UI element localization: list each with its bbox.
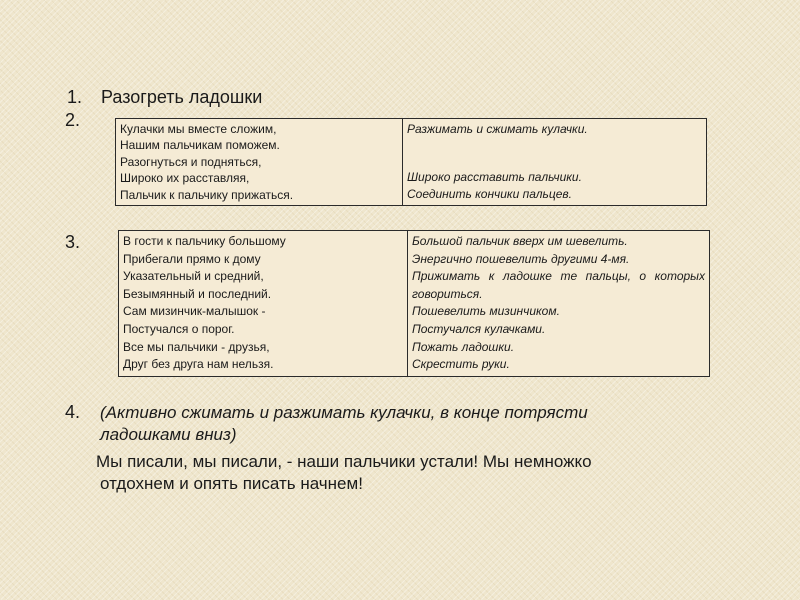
item-1-number: 1. bbox=[67, 87, 83, 107]
poem-line: Друг без друга нам нельзя. bbox=[123, 357, 274, 372]
instruction-line: Постучался кулачками. bbox=[412, 321, 546, 336]
instruction-line: Пожать ладошки. bbox=[412, 339, 515, 354]
poem-line: Широко их расставляя, bbox=[120, 171, 250, 186]
instruction-line: Широко расставить пальчики. bbox=[407, 170, 582, 185]
poem-line: Прибегали прямо к дому bbox=[123, 251, 261, 266]
poem-line: Безымянный и последний. bbox=[123, 286, 272, 301]
item-4-line: ладошками вниз) bbox=[100, 425, 237, 444]
poem-line: Кулачки мы вместе сложим, bbox=[120, 122, 277, 136]
poem-line: Постучался о порог. bbox=[123, 321, 235, 336]
instruction-cell bbox=[408, 231, 710, 377]
instruction-line: Разжимать и сжимать кулачки. bbox=[407, 122, 588, 136]
item-4-line: (Активно сжимать и разжимать кулачки, в конце потрясти bbox=[100, 403, 588, 422]
instruction-cell bbox=[403, 119, 707, 206]
exercise-table-2 bbox=[118, 230, 710, 377]
closing-text bbox=[96, 451, 716, 495]
item-2-number: 2. bbox=[65, 110, 81, 130]
poem-cell bbox=[119, 231, 408, 377]
poem-line: Все мы пальчики - друзья, bbox=[123, 339, 270, 354]
table-row bbox=[116, 119, 707, 206]
instruction-line: Пошевелить мизинчиком. bbox=[412, 304, 560, 319]
instruction-line: Большой пальчик вверх им шевелить. bbox=[412, 234, 628, 248]
closing-line: отдохнем и опять писать начнем! bbox=[100, 474, 363, 493]
instruction-line: Соединить кончики пальцев. bbox=[407, 186, 572, 201]
item-4-text bbox=[100, 402, 700, 446]
instruction-line: Энергично пошевелить другими 4-мя. bbox=[412, 251, 630, 266]
item-4-number: 4. bbox=[65, 402, 81, 422]
table-row bbox=[119, 231, 710, 377]
instruction-line: Скрестить руки. bbox=[412, 357, 510, 372]
exercise-table-1 bbox=[115, 118, 707, 206]
item-1-text: Разогреть ладошки bbox=[101, 87, 263, 107]
poem-line: В гости к пальчику большому bbox=[123, 234, 286, 248]
poem-line: Разогнуться и подняться, bbox=[120, 154, 262, 169]
poem-line: Пальчик к пальчику прижаться. bbox=[120, 187, 294, 202]
item-1 bbox=[67, 87, 263, 108]
closing-line: Мы писали, мы писали, - наши пальчики устали! Мы немножко bbox=[96, 452, 592, 471]
poem-line: Нашим пальчикам поможем. bbox=[120, 138, 280, 153]
poem-line: Сам мизинчик-малышок - bbox=[123, 304, 266, 319]
item-3-number: 3. bbox=[65, 232, 81, 252]
instruction-line: Прижимать к ладошке те пальцы, о которых говориться. bbox=[412, 269, 705, 301]
poem-line: Указательный и средний, bbox=[123, 269, 264, 284]
poem-cell bbox=[116, 119, 403, 206]
